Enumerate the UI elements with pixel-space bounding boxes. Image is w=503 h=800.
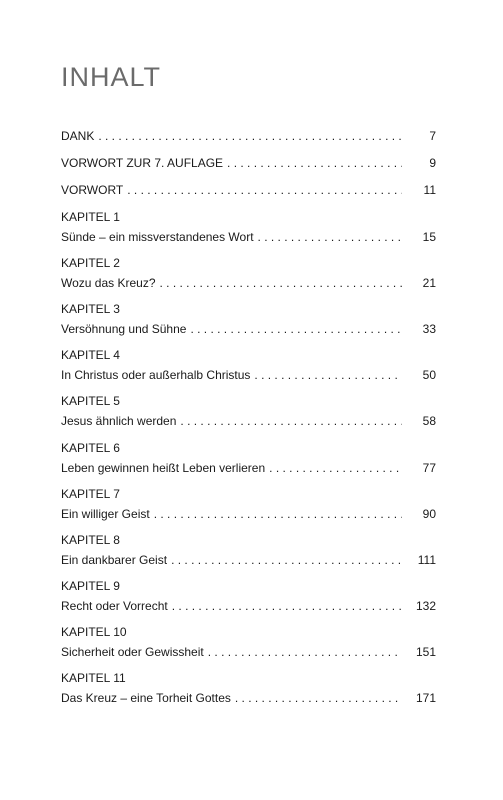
toc-entry-label: Das Kreuz – eine Torheit Gottes bbox=[61, 691, 231, 705]
chapter-number: KAPITEL 6 bbox=[61, 441, 120, 455]
toc-entry-chapter-10[interactable] bbox=[61, 643, 436, 661]
toc-page-number: 77 bbox=[422, 461, 436, 475]
toc-entry-label: Ein dankbarer Geist bbox=[61, 553, 168, 567]
toc-entry-vorwort-7-auflage[interactable] bbox=[61, 154, 436, 172]
toc-entry-chapter-9[interactable] bbox=[61, 597, 436, 615]
toc-page-number: 111 bbox=[417, 553, 436, 567]
chapter-number: KAPITEL 5 bbox=[61, 394, 120, 408]
toc-entry-chapter-4[interactable] bbox=[61, 366, 436, 384]
toc-entry-chapter-3[interactable] bbox=[61, 320, 436, 338]
toc-page-number: 7 bbox=[429, 129, 436, 143]
toc-entry-label: DANK bbox=[61, 129, 95, 143]
toc-entry-chapter-11[interactable] bbox=[61, 689, 436, 707]
toc-entry-dank[interactable] bbox=[61, 127, 436, 145]
dot-leader bbox=[171, 551, 402, 569]
toc-page-number: 171 bbox=[415, 691, 436, 705]
toc-entry-chapter-2[interactable] bbox=[61, 274, 436, 292]
dot-leader bbox=[269, 459, 402, 477]
dot-leader bbox=[160, 274, 403, 292]
dot-leader bbox=[98, 127, 402, 145]
dot-leader bbox=[258, 228, 402, 246]
dot-leader bbox=[208, 643, 402, 661]
dot-leader bbox=[254, 366, 402, 384]
toc-entry-label: Versöhnung und Sühne bbox=[61, 322, 187, 336]
chapter-number: KAPITEL 10 bbox=[61, 625, 127, 639]
page-title: INHALT bbox=[61, 62, 162, 92]
toc-entry-chapter-7[interactable] bbox=[61, 505, 436, 523]
toc-page-number: 15 bbox=[422, 230, 436, 244]
toc-entry-label: Leben gewinnen heißt Leben verlieren bbox=[61, 461, 266, 475]
toc-entry-vorwort[interactable] bbox=[61, 181, 436, 199]
dot-leader bbox=[180, 412, 402, 430]
toc-page-number: 11 bbox=[423, 183, 436, 197]
dot-leader bbox=[235, 689, 402, 707]
toc-page-number: 58 bbox=[422, 414, 436, 428]
toc-entry-label: Ein williger Geist bbox=[61, 507, 150, 521]
toc-entry-chapter-1[interactable] bbox=[61, 228, 436, 246]
toc-entry-label: VORWORT ZUR 7. AUFLAGE bbox=[61, 156, 224, 170]
toc-page-number: 9 bbox=[429, 156, 436, 170]
toc-entry-label: Sünde – ein missverstandenes Wort bbox=[61, 230, 254, 244]
chapter-number: KAPITEL 1 bbox=[61, 210, 120, 224]
dot-leader bbox=[154, 505, 402, 523]
toc-page-number: 90 bbox=[422, 507, 436, 521]
toc-page-number: 132 bbox=[415, 599, 436, 613]
toc-page-number: 151 bbox=[415, 645, 436, 659]
chapter-number: KAPITEL 8 bbox=[61, 533, 120, 547]
chapter-number: KAPITEL 2 bbox=[61, 256, 120, 270]
toc-entry-label: Jesus ähnlich werden bbox=[61, 414, 177, 428]
toc-page-number: 50 bbox=[422, 368, 436, 382]
chapter-number: KAPITEL 11 bbox=[61, 671, 126, 685]
toc-entry-label: Sicherheit oder Gewissheit bbox=[61, 645, 204, 659]
toc-entry-label: Recht oder Vorrecht bbox=[61, 599, 168, 613]
chapter-number: KAPITEL 4 bbox=[61, 348, 120, 362]
toc-entry-chapter-6[interactable] bbox=[61, 459, 436, 477]
toc-entry-label: In Christus oder außerhalb Christus bbox=[61, 368, 251, 382]
dot-leader bbox=[127, 181, 402, 199]
toc-entry-chapter-5[interactable] bbox=[61, 412, 436, 430]
toc-entry-label: VORWORT bbox=[61, 183, 124, 197]
chapter-number: KAPITEL 3 bbox=[61, 302, 120, 316]
toc-page-number: 21 bbox=[422, 276, 436, 290]
toc-entry-label: Wozu das Kreuz? bbox=[61, 276, 156, 290]
dot-leader bbox=[227, 154, 402, 172]
toc-entry-chapter-8[interactable] bbox=[61, 551, 436, 569]
dot-leader bbox=[172, 597, 402, 615]
chapter-number: KAPITEL 7 bbox=[61, 487, 120, 501]
chapter-number: KAPITEL 9 bbox=[61, 579, 120, 593]
dot-leader bbox=[190, 320, 402, 338]
toc-page-number: 33 bbox=[422, 322, 436, 336]
